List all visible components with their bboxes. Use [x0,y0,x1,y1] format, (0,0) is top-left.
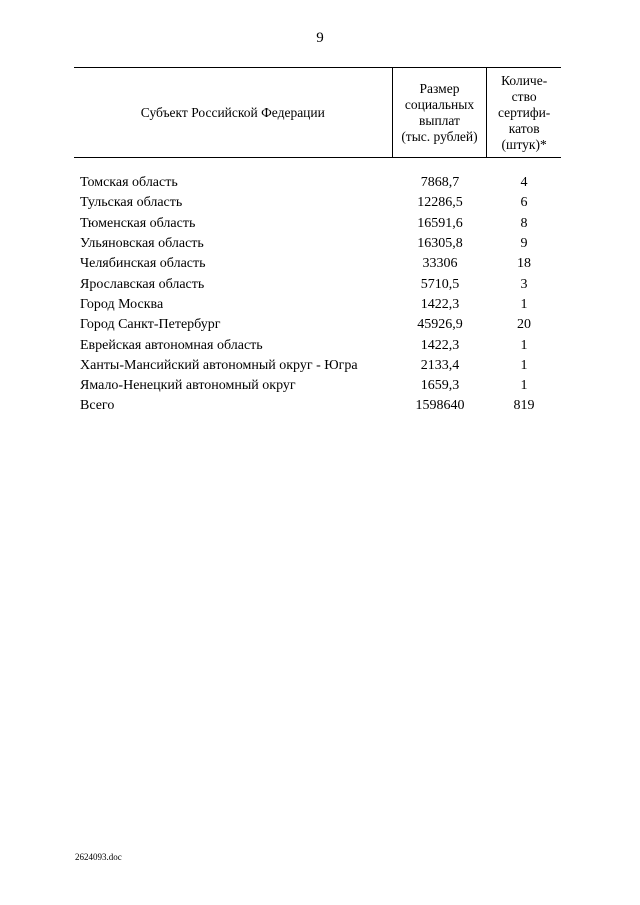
table-row [74,254,561,274]
cell-subject: Тульская область [80,195,183,211]
table-header [74,67,561,158]
cell-certificates: 1 [520,337,528,353]
table-row [74,295,561,315]
cell-payments: 5710,5 [420,276,460,292]
cell-subject: Тюменская область [80,215,196,231]
cell-certificates: 8 [520,215,528,231]
table-row [74,315,561,335]
table-row [74,396,561,416]
cell-payments: 1422,3 [420,337,460,353]
table-body [74,173,561,417]
cell-certificates: 6 [520,195,528,211]
document-code: 2624093.doc [75,852,122,862]
cell-payments: 1659,3 [420,378,460,394]
table-row [74,214,561,234]
cell-subject: Город Москва [80,296,164,312]
cell-payments: 12286,5 [417,195,463,211]
page-number: 9 [316,30,324,46]
cell-certificates: 20 [517,317,531,333]
cell-payments: 2133,4 [420,357,460,373]
table-row [74,274,561,294]
cell-subject: Ярославская область [80,276,205,292]
cell-payments: 1598640 [415,398,465,414]
cell-payments: 16305,8 [417,236,463,252]
cell-subject: Томская область [80,175,178,191]
table-row [74,376,561,396]
table-row [74,356,561,376]
cell-payments: 7868,7 [420,175,460,191]
cell-subject: Город Санкт-Петербург [80,317,221,333]
cell-certificates: 4 [520,175,528,191]
header-certificates: Количе- ство сертифи- катов (штук)* [486,68,561,157]
table-row [74,234,561,254]
cell-payments: 1422,3 [420,296,460,312]
cell-certificates: 18 [517,256,531,272]
cell-subject: Всего [80,398,115,414]
cell-subject: Ханты-Мансийский автономный округ - Югра [80,357,358,373]
data-table [74,67,561,417]
cell-subject: Челябинская область [80,256,206,272]
cell-subject: Еврейская автономная область [80,337,263,353]
cell-certificates: 819 [513,398,535,414]
table-row [74,193,561,213]
table-row [74,335,561,355]
cell-certificates: 1 [520,296,528,312]
table-row [74,173,561,193]
cell-certificates: 1 [520,357,528,373]
cell-certificates: 3 [520,276,528,292]
header-payments: Размер социальных выплат (тыс. рублей) [392,68,487,157]
cell-subject: Ульяновская область [80,236,204,252]
cell-payments: 16591,6 [417,215,463,231]
header-subject: Субъект Российской Федерации [140,104,325,120]
cell-certificates: 1 [520,378,528,394]
cell-certificates: 9 [520,236,528,252]
cell-payments: 33306 [422,256,458,272]
cell-subject: Ямало-Ненецкий автономный округ [80,378,296,394]
cell-payments: 45926,9 [417,317,463,333]
